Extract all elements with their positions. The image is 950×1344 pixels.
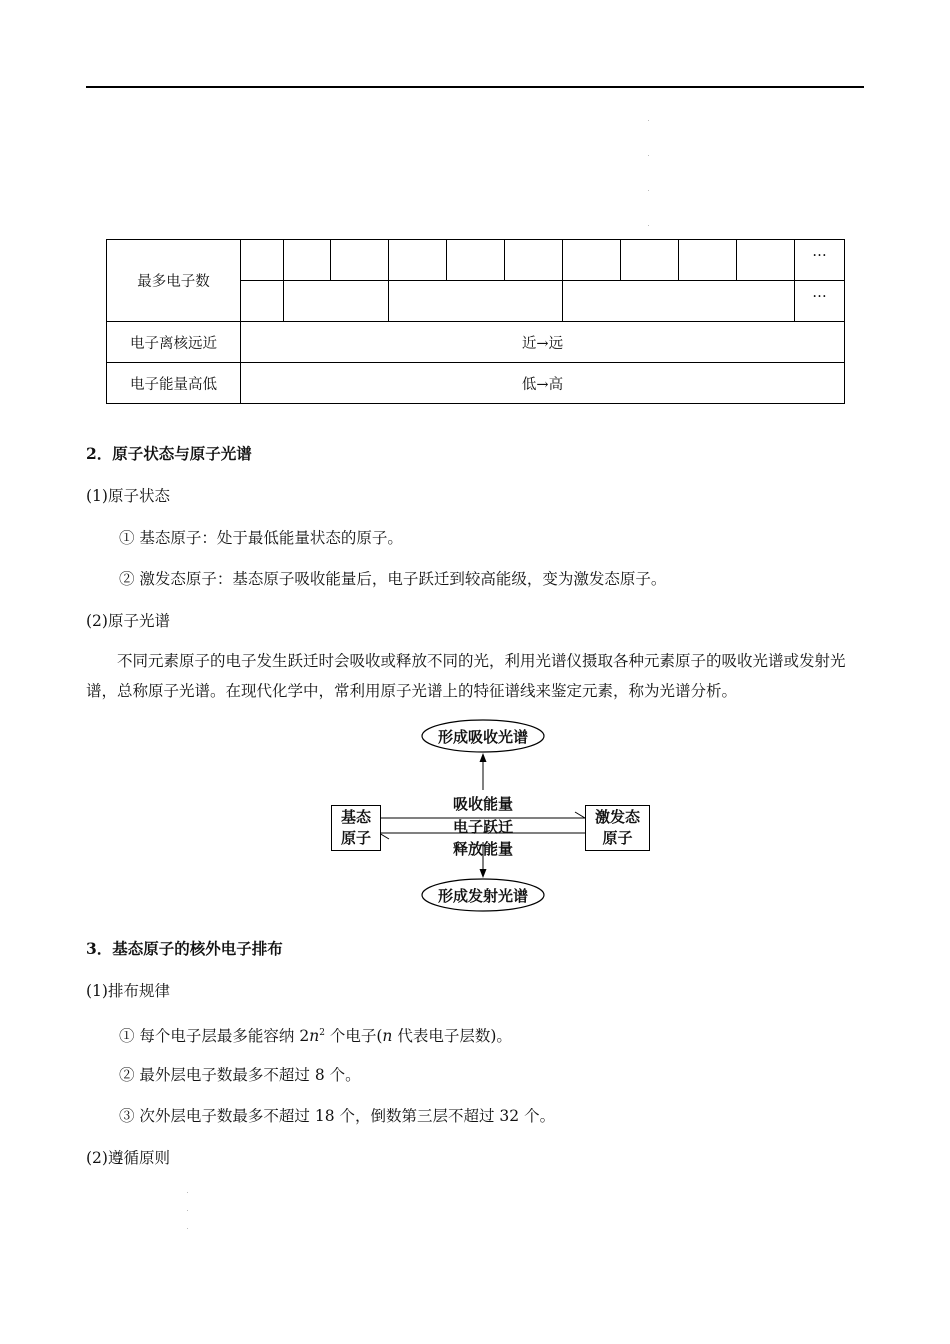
electron-shell-table xyxy=(106,239,845,404)
faint-dot xyxy=(187,1210,188,1211)
row-label-energy: 电子能量高低 xyxy=(107,363,241,404)
faint-dot xyxy=(648,155,649,156)
ground-state-line2: 原子 xyxy=(340,829,371,847)
distance-value: 近→远 xyxy=(241,322,845,363)
faint-dot xyxy=(187,1192,188,1193)
table-row xyxy=(107,363,845,404)
faint-dot xyxy=(648,190,649,191)
table-cell xyxy=(389,240,447,281)
faint-dot xyxy=(187,1228,188,1229)
rule-second-outermost-shell: ③ 次外层电子数最多不超过 18 个，倒数第三层不超过 32 个。 xyxy=(119,1107,556,1125)
subheading-arrangement-rules: (1)排布规律 xyxy=(86,982,170,1000)
ellipsis-cell: … xyxy=(795,240,845,281)
table-row xyxy=(107,322,845,363)
emission-spectrum-label: 形成发射光谱 xyxy=(437,887,528,905)
excited-state-box xyxy=(585,805,650,851)
rule-outermost-shell: ② 最外层电子数最多不超过 8 个。 xyxy=(119,1066,361,1084)
table-cell xyxy=(447,240,505,281)
electron-transition-label: 电子跃迁 xyxy=(452,818,513,836)
excited-state-line2: 原子 xyxy=(602,829,633,847)
table-cell xyxy=(284,281,389,322)
section-3-heading: 3．基态原子的核外电子排布 xyxy=(86,939,283,958)
subheading-atomic-state: (1)原子状态 xyxy=(86,487,170,505)
ground-state-box xyxy=(331,805,381,851)
table-cell xyxy=(737,240,795,281)
section-2-heading: 2．原子状态与原子光谱 xyxy=(86,444,252,463)
header-rule xyxy=(86,86,864,88)
table-cell xyxy=(563,281,795,322)
absorb-energy-label: 吸收能量 xyxy=(452,795,513,813)
table-cell xyxy=(679,240,737,281)
spectrum-paragraph: 不同元素原子的电子发生跃迁时会吸收或释放不同的光，利用光谱仪摄取各种元素原子的吸收光谱或发射光谱，总称原子光谱。在现代化学中，常利用原子光谱上的特征谱线来鉴定元素，称为光谱分析。 xyxy=(86,652,846,700)
item-ground-state: ① 基态原子：处于最低能量状态的原子。 xyxy=(119,529,403,547)
item-excited-state: ② 激发态原子：基态原子吸收能量后，电子跃迁到较高能级，变为激发态原子。 xyxy=(119,570,667,588)
table-cell xyxy=(331,240,389,281)
table-cell xyxy=(284,240,331,281)
faint-dot xyxy=(648,120,649,121)
energy-value: 低→高 xyxy=(241,363,845,404)
rule-max-per-shell: ① 每个电子层最多能容纳 $2n^2$ 个电子(n 代表电子层数)。 xyxy=(119,1027,512,1046)
table-row xyxy=(107,240,845,281)
row-label-max-electrons: 最多电子数 xyxy=(107,240,241,322)
row-label-distance: 电子离核远近 xyxy=(107,322,241,363)
spectrum-diagram xyxy=(330,715,650,915)
absorption-spectrum-label: 形成吸收光谱 xyxy=(437,728,528,746)
release-energy-label: 释放能量 xyxy=(452,840,513,858)
table-cell xyxy=(621,240,679,281)
subheading-principles: (2)遵循原则 xyxy=(86,1149,170,1167)
table-cell xyxy=(563,240,621,281)
ellipsis-cell: … xyxy=(795,281,845,322)
table-cell xyxy=(241,240,284,281)
excited-state-line1: 激发态 xyxy=(594,808,640,826)
table-cell xyxy=(389,281,563,322)
faint-dot xyxy=(648,225,649,226)
table-cell xyxy=(505,240,563,281)
subheading-atomic-spectrum: (2)原子光谱 xyxy=(86,612,170,630)
table-cell xyxy=(241,281,284,322)
ground-state-line1: 基态 xyxy=(340,808,371,826)
